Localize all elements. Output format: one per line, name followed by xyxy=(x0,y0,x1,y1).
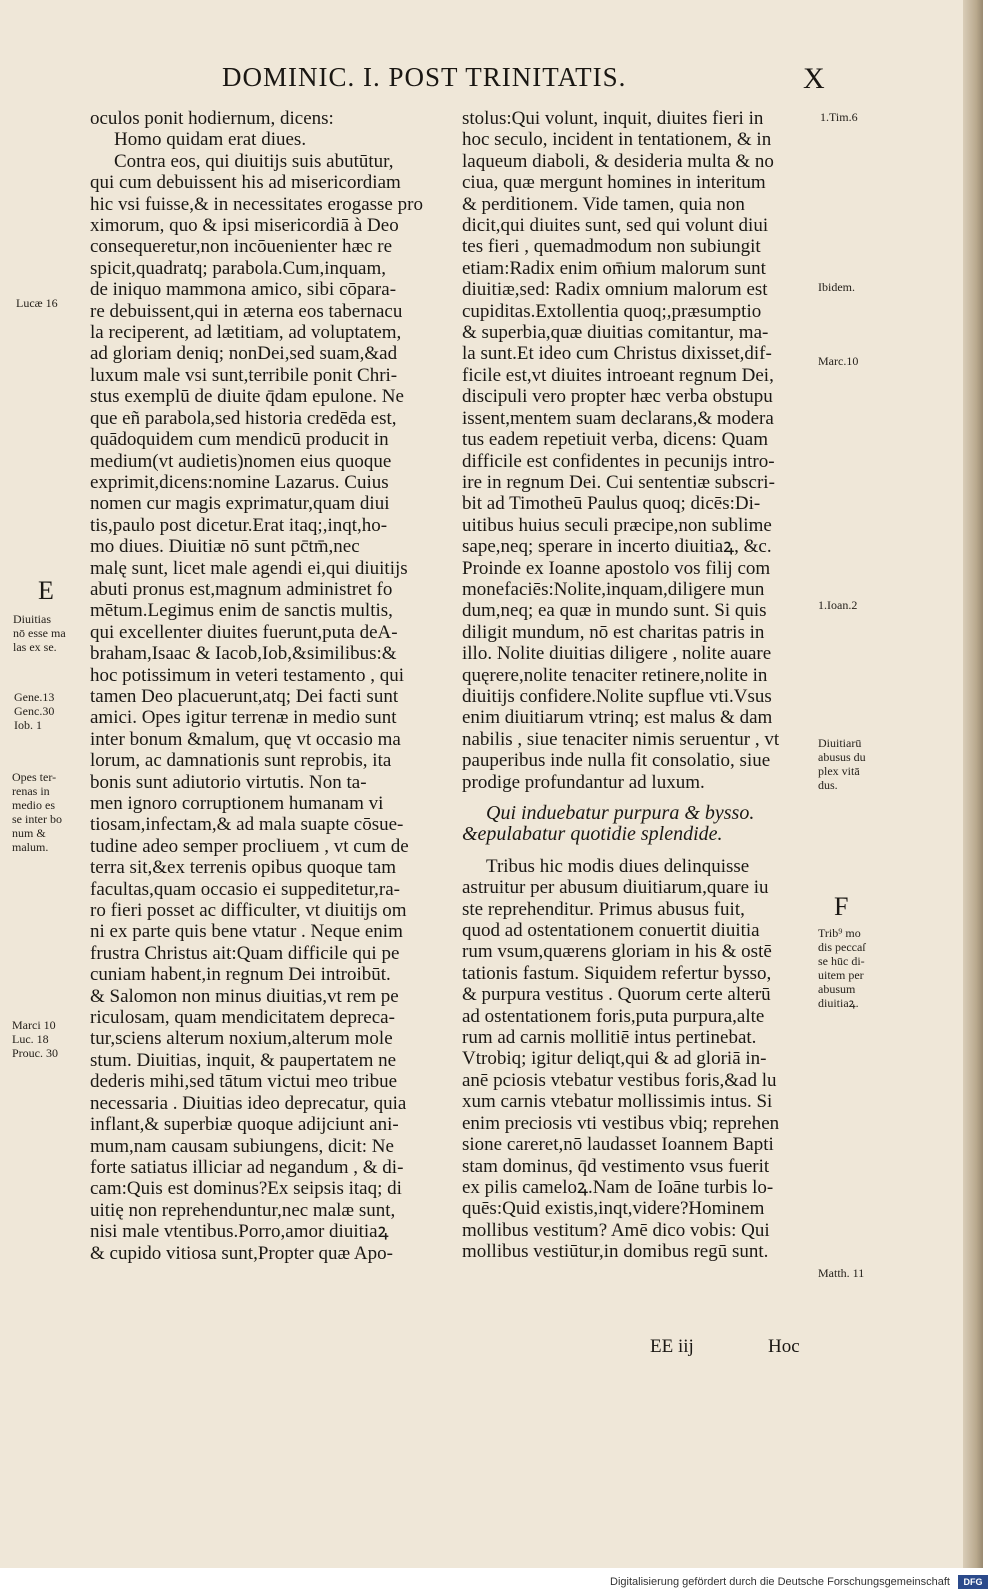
text-line: sape,neq; sperare in incerto diuitiaꝝ, &c. xyxy=(462,536,772,558)
text-line: ad ostentationem foris,puta purpura,alte xyxy=(462,1005,765,1027)
section-heading xyxy=(462,803,814,846)
text-line: dicit,qui diuites sunt, sed qui volunt diui xyxy=(462,215,769,237)
text-line: la sunt.Et ideo cum Christus dixisset,dif- xyxy=(462,343,772,365)
page-edge xyxy=(963,0,983,1568)
text-line: diuitijs confidere.Nolite supflue vti.Vsus xyxy=(462,685,772,707)
digitization-footer xyxy=(0,1568,1000,1596)
text-line: mollibus vestitum? Amē dico vobis: Qui xyxy=(462,1219,770,1241)
section-letter-f: F xyxy=(834,892,849,921)
text-line: spicit,quadratq; parabola.Cum,inquam, xyxy=(90,257,387,279)
text-line: ciua, quæ mergunt homines in interitum xyxy=(462,172,766,194)
text-line: tiosam,infectam,& ad mala suapte cōsue- xyxy=(90,814,404,836)
margin-note-diuitias: Diuitias nō esse ma las ex se. xyxy=(13,612,66,654)
text-line: prodige profundantur ad luxum. xyxy=(462,771,705,793)
running-title: DOMINIC. I. POST TRINITATIS. xyxy=(222,62,627,92)
text-line: men ignoro corruptionem humanam vi xyxy=(90,793,384,814)
text-line: ire in regnum Dei. Cui sententiæ subscri- xyxy=(462,471,775,493)
text-line: stam dominus, q̄d vestimento vsus fuerit xyxy=(462,1155,770,1177)
text-line: issent,mentem suam declarans,& modera xyxy=(462,407,774,429)
text-line: amici. Opes igitur terrenæ in medio sunt xyxy=(90,707,397,729)
text-line: astruitur per abusum diuitiarum,quare iu xyxy=(462,877,769,899)
text-line: uitię non reprehenduntur,nec malæ sunt, xyxy=(90,1199,396,1221)
text-line: frustra Christus ait:Quam difficile qui pe xyxy=(90,942,400,964)
text-line: & superbia,quæ diuitias comitantur, ma- xyxy=(462,322,769,344)
running-header xyxy=(0,62,983,102)
text-line: hoc potissimum in veteri testamento , qui xyxy=(90,664,404,686)
text-line: stum. Diuitias, inquit, & paupertatem ne xyxy=(90,1049,397,1071)
text-line: quod ad ostentationem conuertit diuitia xyxy=(462,920,760,942)
text-line: cupiditas.Extollentia quoq;,præsumptio xyxy=(462,300,762,322)
text-line: illo. Nolite diuitias diligere , nolite auare xyxy=(462,643,772,665)
text-line: dum,neq; ea quæ in mundo sunt. Si quis xyxy=(462,600,767,622)
catchword: Hoc xyxy=(768,1336,800,1357)
text-line: ad gloriam deniq; nonDei,sed suam,&ad xyxy=(90,343,398,365)
text-line: Contra eos, qui diuitijs suis abutūtur, xyxy=(114,150,394,172)
margin-note-genesis: Gene.13 Genc.30 Iob. 1 xyxy=(14,690,55,732)
text-line: etiam:Radix enim om̄ium malorum sunt xyxy=(462,257,766,279)
text-line: oculos ponit hodiernum, dicens: xyxy=(90,108,334,129)
text-line: nabilis , siue tenaciter nimis seruentur , vt xyxy=(462,728,780,750)
text-line: Proinde ex Ioanne apostolo vos filij com xyxy=(462,557,771,579)
signature-mark: EE iij xyxy=(650,1336,694,1357)
section-letter-e: E xyxy=(38,576,54,605)
margin-note-marc: Marc.10 xyxy=(818,354,859,368)
left-text-column xyxy=(90,108,442,1264)
text-line: ficile est,vt diuites introeant regnum Dei, xyxy=(462,364,774,386)
text-line: tationis fastum. Siquidem refertur bysso, xyxy=(462,962,772,984)
margin-note-tribus: Trib⁹ mo dis peccaſ se hūc di- uitem per abusum diuitiaꝝ. xyxy=(818,926,866,1010)
text-line: difficile est confidentes in pecunijs intro- xyxy=(462,450,775,472)
text-line: qui cum debuissent his ad misericordiam xyxy=(90,172,401,194)
text-line: abuti pronus est,magnum administret fo xyxy=(90,578,393,600)
text-line: enim diuitiarum vtrinq; est malus & dam xyxy=(462,707,773,729)
text-line: quādoquidem cum mendicū producit in xyxy=(90,429,389,451)
text-line: pauperibus inde nulla fit consolatio, siue xyxy=(462,750,771,772)
text-line: xum carnis vtebatur mollissimis intus. Si xyxy=(462,1091,773,1113)
text-line: Qui induebatur purpura & bysso. xyxy=(486,802,755,824)
text-line: ex pilis cameloꝝ.Nam de Ioāne turbis lo- xyxy=(462,1176,774,1198)
text-line: uitibus huius seculi præcipe,non sublime xyxy=(462,514,772,536)
text-line: diligit mundum, nō est charitas patris in xyxy=(462,621,765,643)
text-line: rum ad carnis mollitiē intus pertinebat. xyxy=(462,1027,757,1049)
text-line: sione careret,nō laudasset Ioannem Bapti xyxy=(462,1134,774,1156)
text-line: qui excellenter diuites fuerunt,puta deA- xyxy=(90,621,398,643)
text-line: braham,Isaac & Iacob,Iob,&similibus:& xyxy=(90,643,397,665)
text-line: lorum, ac damnationis sunt reprobis, ita xyxy=(90,750,392,772)
text-line: ximorum, quo & ipsi misericordiā à Deo xyxy=(90,215,399,237)
text-line: tes fieri , quemadmodum non subiungit xyxy=(462,236,761,258)
text-line: anē pciosis vtebatur vestibus foris,&ad lu xyxy=(462,1069,777,1091)
text-line: &epulabatur quotidie splendide. xyxy=(462,823,723,846)
text-line: tus eadem repetiuit verba, dicens: Quam xyxy=(462,429,769,451)
margin-note-ioan: 1.Ioan.2 xyxy=(818,598,858,612)
text-line: que eñ parabola,sed historia credēda est, xyxy=(90,407,397,429)
text-line: diuitiæ,sed: Radix omnium malorum est xyxy=(462,279,768,301)
text-line: ni ex parte quis bene vtatur . Neque enim xyxy=(90,921,403,943)
text-line: inter bonum &malum, quę vt occasio ma xyxy=(90,728,401,750)
text-line: & cupido vitiosa sunt,Propter quæ Apo- xyxy=(90,1242,393,1264)
text-line: & purpura vestitus . Quorum certe alterū xyxy=(462,984,771,1006)
text-line: luxum male vsi sunt,terribile ponit Chri- xyxy=(90,364,398,386)
text-line: stolus:Qui volunt, inquit, diuites fieri in xyxy=(462,108,764,129)
text-line: & Salomon non minus diuitias,vt rem pe xyxy=(90,985,399,1007)
text-line: cam:Quis est dominus?Ex seipsis itaq; di xyxy=(90,1178,402,1200)
text-line: stus exemplū de diuite q̄dam epulone. Ne xyxy=(90,386,404,408)
text-line: medium(vt audietis)nomen eius quoque xyxy=(90,450,392,472)
text-line: Tribus hic modis diues delinquisse xyxy=(486,855,750,877)
text-line: nisi male vtentibus.Porro,amor diuitiaꝝ xyxy=(90,1221,389,1243)
text-line: ro fieri posset ac difficulter, vt diuitijs om xyxy=(90,900,407,922)
text-line: la reciperent, ad lætitiam, ad voluptatem, xyxy=(90,322,402,344)
margin-note-lucae: Lucæ 16 xyxy=(16,296,58,310)
text-line: hoc seculo, incident in tentationem, & in xyxy=(462,129,772,151)
text-line: enim preciosis vti vestibus vbiq; reprehen xyxy=(462,1112,780,1134)
right-text-column xyxy=(462,108,814,1263)
text-line: quēs:Quid existis,inqt,videre?Hominem xyxy=(462,1198,765,1220)
text-line: riculosam, quam mendicitatem depreca- xyxy=(90,1007,395,1029)
text-line: hic vsi fuisse,& in necessitates erogasse pro xyxy=(90,193,423,215)
folio-number: X xyxy=(803,62,825,95)
margin-note-timothy: 1.Tim.6 xyxy=(820,110,858,124)
margin-note-diuitiarum: Diuitiarū abusus du plex vitā dus. xyxy=(818,736,866,792)
text-line: bit ad Timotheū Paulus quoq; dicēs:Di- xyxy=(462,493,761,515)
text-line: ste reprehenditur. Primus abusus fuit, xyxy=(462,898,745,920)
text-line: tudine adeo semper procliuem , vt cum de xyxy=(90,835,409,857)
text-line: dederis mihi,sed tātum victui meo tribue xyxy=(90,1071,398,1093)
text-line: mum,nam causam subiungens, dicit: Ne xyxy=(90,1135,394,1157)
text-line: tur,sciens alterum noxium,alterum mole xyxy=(90,1028,393,1050)
text-line: consequeretur,non incōuenienter hæc re xyxy=(90,236,393,258)
text-line: mētum.Legimus enim de sanctis multis, xyxy=(90,600,393,622)
text-line: malę sunt, licet male agendi ei,qui diuitijs xyxy=(90,557,408,579)
text-line: laqueum diaboli, & desideria multa & no xyxy=(462,150,774,172)
margin-note-matthew: Matth. 11 xyxy=(818,1266,865,1280)
text-line: mollibus vestiūtur,in domibus regū sunt. xyxy=(462,1241,769,1263)
text-line: forte satiatus illiciar ad negandum , & di- xyxy=(90,1156,404,1178)
text-line: bonis sunt adiutorio virtutis. Non ta- xyxy=(90,771,367,793)
text-line: monefaciēs:Nolite,inquam,diligere mun xyxy=(462,578,765,600)
text-line: de iniquo mammona amico, sibi cōpara- xyxy=(90,279,397,301)
margin-note-ibidem: Ibidem. xyxy=(818,280,855,294)
text-line: & perditionem. Vide tamen, quia non xyxy=(462,193,745,215)
footer-credit: Digitalisierung gefördert durch die Deutsche Forschungsgemeinschaft xyxy=(610,1576,950,1588)
text-line: cuniam habent,in regnum Dei introibūt. xyxy=(90,964,391,986)
margin-note-marci: Marci 10 Luc. 18 Prouc. 30 xyxy=(12,1018,58,1060)
text-line: tamen Deo placuerunt,atq; Dei facti sunt xyxy=(90,685,399,707)
text-line: discipuli vero propter hæc verba obstupu xyxy=(462,386,773,408)
text-line: necessaria . Diuitias ideo deprecatur, quia xyxy=(90,1092,407,1114)
text-line: quęrere,nolite tenaciter retinere,nolite in xyxy=(462,664,768,686)
text-line: rum vsum,quærens gloriam in his & ostē xyxy=(462,941,772,963)
text-line: exprimit,dicens:nomine Lazarus. Cuius xyxy=(90,471,389,493)
text-line: mo diues. Diuitiæ nō sunt pc̄tm̄,nec xyxy=(90,536,360,558)
text-line: tis,paulo post dicetur.Erat itaq;,inqt,ho- xyxy=(90,514,388,536)
text-line: Homo quidam erat diues. xyxy=(114,129,307,151)
text-line: facultas,quam occasio ei suppeditetur,ra- xyxy=(90,878,400,900)
text-line: Vtrobiq; igitur deliqt,qui & ad gloriā in- xyxy=(462,1048,767,1070)
dfg-logo: DFG xyxy=(958,1575,988,1589)
margin-note-opes: Opes ter- renas in medio es se inter bo num & malum. xyxy=(12,770,62,854)
text-line: re debuissent,qui in æterna eos tabernacu xyxy=(90,300,403,322)
text-line: terra sit,&ex terrenis opibus quoque tam xyxy=(90,857,397,879)
text-line: inflant,& superbiæ quoque adijciunt ani- xyxy=(90,1114,399,1136)
text-line: nomen cur magis exprimatur,quam diui xyxy=(90,493,390,515)
